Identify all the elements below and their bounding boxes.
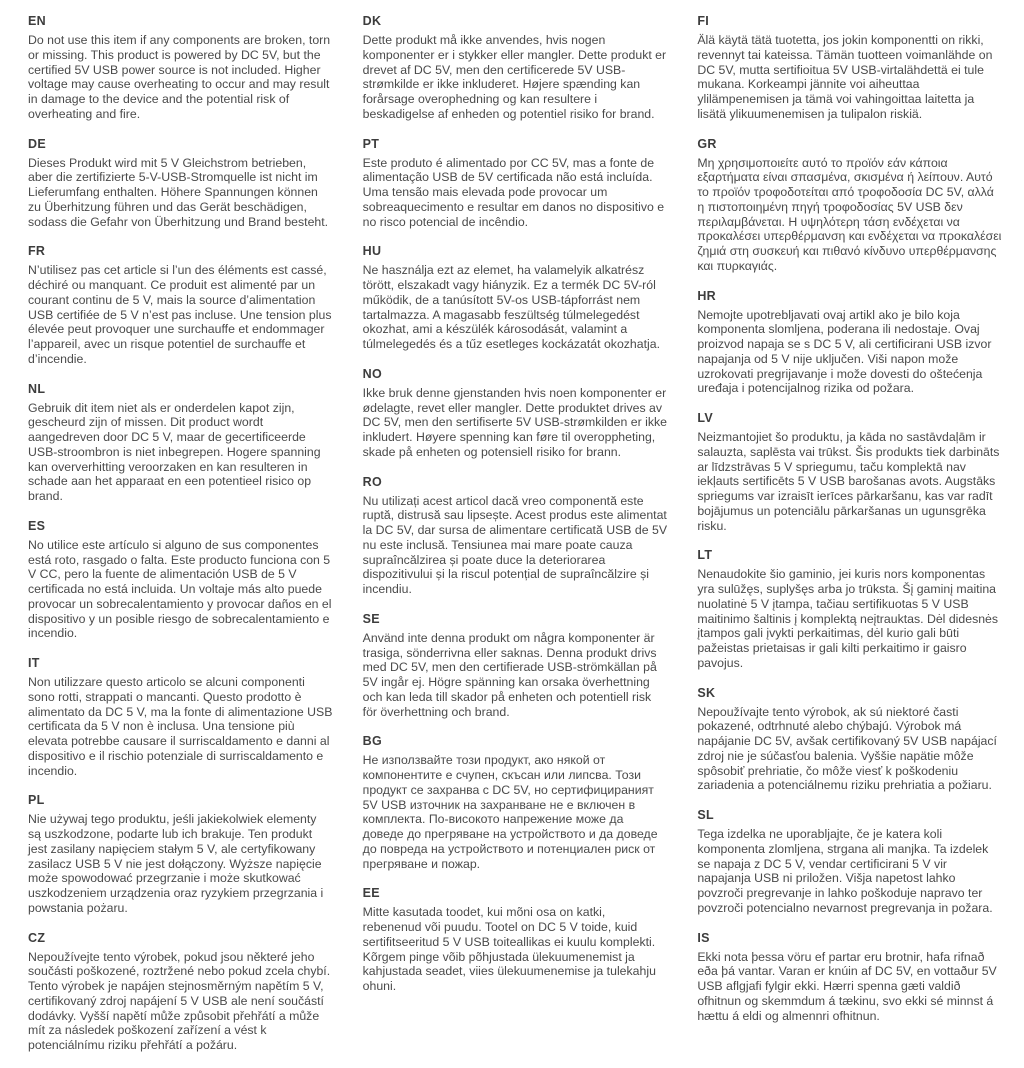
warning-text: Dieses Produkt wird mit 5 V Gleichstrom betrieben, aber die zertifizierte 5-V-USB-Stromquelle ist nicht im Lieferumfang enthalten. Höhere Spannungen können zu Überhitzung führen und das Gerät beschädigen, sodass die Gefahr von Überhitzung und Brand besteht. <box>28 155 329 229</box>
section-it <box>28 656 333 778</box>
section-en <box>28 14 333 122</box>
section-sl <box>697 808 1002 916</box>
language-code-heading: HU <box>362 244 382 259</box>
warning-text: Tega izdelka ne uporabljajte, če je katera koli komponenta zlomljena, strgana ali manjka. Ta izdelek se napaja z DC 5 V, vendar certificirani 5 V vir napajanja USB ni priložen. Višja napetost lahko povzroči pregrevanje in lahko poškoduje napravo ter povzroči potencialno nevarnost pregrevanja in požara. <box>697 827 993 915</box>
section-pt <box>363 137 668 230</box>
warning-text: Do not use this item if any components are broken, torn or missing. This product is powered by DC 5V, but the certified 5V USB power source is not included. Higher voltage may cause overheating to occur and may result in damage to the device and the potential risk of overheating and fire. <box>28 33 331 121</box>
section-no <box>363 367 668 460</box>
language-code-heading: FI <box>697 14 710 28</box>
section-bg <box>363 734 668 871</box>
section-sk <box>697 686 1002 794</box>
warning-text: Nepoužívajte tento výrobok, ak sú niektoré časti pokazené, odtrhnuté alebo chýbajú. Výrobok má napájanie DC 5V, avšak certifikovaný 5V USB napájací zdroj nie je súčasťou balenia. Vyššie napätie môže spôsobiť prehriatie, čo môže viesť k poškodeniu zariadenia a potenciálnemu riziku prehriatia a požiaru. <box>697 704 997 793</box>
language-code-heading: DE <box>28 136 46 151</box>
section-hr <box>697 289 1002 397</box>
warning-text: Nemojte upotrebljavati ovaj artikl ako je bilo koja komponenta slomljena, poderana ili nedostaje. Ovaj proizvod napaja se s DC 5 V, ali certificirani USB izvor napajanja od 5 V nije uključen. Viši napon može uzrokovati pregrijavanje i može dovesti do oštećenja uređaja i potencijalnog rizika od požara. <box>697 307 992 396</box>
warning-text: Gebruik dit item niet als er onderdelen kapot zijn, gescheurd zijn of missen. Dit product wordt aangedreven door DC 5 V, maar de gecertificeerde USB-stroombron is niet inbegrepen. Hogere spanning kan oververhitting veroorzaken en kan resulteren in schade aan het apparaat en een potentieel risico op brand. <box>28 400 321 503</box>
warning-text: Älä käytä tätä tuotetta, jos jokin komponentti on rikki, revennyt tai kateissa. Tämän tuotteen voimanlähde on DC 5V, mutta sertifioitua 5V USB-virtalähdettä ei tule mukana. Korkeampi jännite voi aiheuttaa ylilämpenemisen ja tämä voi vahingoittaa laitetta ja lisätä ylikuumenemisen ja tulipalon riskiä. <box>697 33 993 121</box>
warning-text: Nenaudokite šio gaminio, jei kuris nors komponentas yra sulūžęs, suplyšęs arba jo trūksta. Šį gaminį maitina nuolatinė 5 V įtampa, tačiau sertifikuotas 5 V USB maitinimo šaltinis į komplektą neįtrauktas. Dėl didesnės įtampos gali įvykti perkaitimas, dėl kurio gali būti pažeistas prietaisas ir gali kilti perkaitimo ir gaisro pavojus. <box>697 567 999 670</box>
column-1 <box>28 14 333 1068</box>
language-code-heading: BG <box>362 734 383 749</box>
warning-text: Nepoužívejte tento výrobek, pokud jsou některé jeho součásti poškozené, roztržené nebo pokud zcela chybí. Tento výrobek je napájen stejnosměrným napětím 5 V, certifikovaný zdroj napájení 5 V USB ale není součástí dodávky. Vyšší napětí může způsobit přehřátí a může mít za následek poškození zařízení a vést k potenciálnímu riziku přehřátí a požáru. <box>28 949 331 1052</box>
warning-text: Не използвайте този продукт, ако някой от компонентите е счупен, скъсан или липсва. Този продукт се захранва с DC 5V, но сертифицираният 5V USB източник на захранване не е включен в комплекта. По-високото напрежение може да доведе до прегряване на устройството и да доведе до повреда на устройството и потенциален риск от прегряване и пожар. <box>362 753 658 871</box>
language-code-heading: NO <box>362 366 383 381</box>
language-code-heading: LT <box>697 548 713 563</box>
language-code-heading: SE <box>362 611 380 626</box>
warning-text: Este produto é alimentado por CC 5V, mas a fonte de alimentação USB de 5V certificada não está incluída. Uma tensão mais elevada pode provocar um sobreaquecimento e resultar em danos no dispositivo e no risco potencial de incêndio. <box>362 155 665 229</box>
language-code-heading: RO <box>362 474 383 489</box>
language-code-heading: NL <box>28 381 46 396</box>
column-2 <box>363 14 668 1068</box>
section-es <box>28 519 333 641</box>
section-de <box>28 137 333 230</box>
section-is <box>697 931 1002 1024</box>
section-hu <box>363 244 668 352</box>
section-fr <box>28 244 333 366</box>
language-code-heading: FR <box>28 244 46 259</box>
column-3 <box>697 14 1002 1068</box>
warning-text: Ekki nota þessa vöru ef partar eru brotnir, hafa rifnað eða þá vantar. Varan er knúin af DC 5V, en vottaður 5V USB aflgjafi fylgir ekki. Hærri spenna gæti valdið ofhitnun og skemmdum á tækinu, svo ekki sé minnst á hættu á eldi og almennri ofhitnun. <box>697 949 997 1023</box>
section-nl <box>28 382 333 504</box>
language-code-heading: DK <box>362 14 382 28</box>
section-gr <box>697 137 1002 274</box>
warning-text: Ne használja ezt az elemet, ha valamelyik alkatrész törött, elszakadt vagy hiányzik. Ez a termék DC 5V-ról működik, de a tanúsított 5V-os USB-tápforrást nem tartalmazza. A magasabb feszültség túlmelegedést okozhat, ami a készülék károsodását, valamint a túlmelegedés és a tűz esetleges kockázatát okozhatja. <box>362 263 661 351</box>
warning-text: Nie używaj tego produktu, jeśli jakiekolwiek elementy są uszkodzone, podarte lub ich brakuje. Ten produkt jest zasilany napięciem stałym 5 V, ale certyfikowany zasilacz USB 5 V nie jest dołączony. Wyższe napięcie może spowodować przegrzanie i może skutkować uszkodzeniem urządzenia oraz ryzykiem przegrzania i powstania pożaru. <box>28 812 324 915</box>
language-code-heading: SL <box>697 808 714 822</box>
language-code-heading: ES <box>28 518 46 533</box>
section-dk <box>363 14 668 122</box>
language-code-heading: IT <box>28 656 40 670</box>
section-fi <box>697 14 1002 122</box>
language-code-heading: EN <box>28 14 46 28</box>
language-code-heading: HR <box>697 288 716 303</box>
warning-text: Dette produkt må ikke anvendes, hvis nogen komponenter er i stykker eller mangler. Dette produkt er drevet af DC 5V, men den certificerede 5V USB-strømkilde er ikke inkluderet. Højere spænding kan forårsage overophedning og kan resultere i beskadigelse af enheden og potentiel risiko for brand. <box>362 33 667 121</box>
section-lv <box>697 411 1002 533</box>
language-code-heading: IS <box>697 930 710 945</box>
warning-text: Μη χρησιμοποιείτε αυτό το προϊόν εάν κάποια εξαρτήματα είναι σπασμένα, σκισμένα ή λείπουν. Αυτό το προϊόν τροφοδοτείται από τροφοδοσία DC 5V, αλλά η πιστοποιημένη πηγή τροφοδοσίας 5V USB δεν περιλαμβάνεται. Η υψηλότερη τάση ενδέχεται να προκαλέσει υπερθέρμανση και ενδέχεται να προκαλέσει ζημιά στη συσκευή και πιθανό κίνδυνο υπερθέρμανσης και πυρκαγιάς. <box>697 155 1002 273</box>
language-code-heading: PL <box>28 793 45 808</box>
section-ro <box>363 475 668 597</box>
warning-text: Neizmantojiet šo produktu, ja kāda no sastāvdaļām ir salauzta, saplēsta vai trūkst. Šis produkts tiek darbināts ar līdzstrāvas 5 V spriegumu, taču komplektā nav iekļauts sertificēts 5 V USB barošanas avots. Augstāks spriegums var izraisīt ierīces pārkaršanu, kas var radīt bojājumus un potenciālu pārkaršanas un ugunsgrēka risku. <box>697 430 1000 533</box>
language-code-heading: GR <box>697 136 717 151</box>
warning-text: Mitte kasutada toodet, kui mõni osa on katki, rebenenud või puudu. Tootel on DC 5 V toide, kuid sertifitseeritud 5 V USB toiteallikas ei kuulu komplekti. Kõrgem pinge võib põhjustada ülekuumenemist ja kahjustada seadet, viies ülekuumenemise ja tulekahju ohuni. <box>362 905 656 993</box>
warning-text: Använd inte denna produkt om några komponenter är trasiga, sönderrivna eller saknas. Denna produkt drivs med DC 5V, men den certifierade USB-strömkällan på 5V ingår ej. Högre spänning kan orsaka överhettning och kan leda till skador på enheten och potentiell risk för överhettning och brand. <box>362 630 657 719</box>
warning-text: Non utilizzare questo articolo se alcuni componenti sono rotti, strappati o mancanti. Questo prodotto è alimentato da DC 5 V, ma la fonte di alimentazione USB certificata da 5 V non è inclusa. Una tensione più elevata potrebbe causare il surriscaldamento e danni al dispositivo e il rischio potenziale di surriscaldamento e incendio. <box>28 675 333 778</box>
language-code-heading: CZ <box>28 930 46 945</box>
section-ee <box>363 886 668 994</box>
section-pl <box>28 793 333 915</box>
language-code-heading: EE <box>362 886 380 901</box>
warning-text: N’utilisez pas cet article si l’un des éléments est cassé, déchiré ou manquant. Ce produit est alimenté par un courant continu de 5 V, mais la source d’alimentation USB certifiée de 5 V n’est pas incluse. Une tension plus élevée peut provoquer une surchauffe et endommager l’appareil, avec un risque potentiel de surchauffe et d’incendie. <box>28 263 332 366</box>
warning-text: Nu utilizați acest articol dacă vreo componentă este ruptă, distrusă sau lipsește. Acest produs este alimentat la DC 5V, dar sursa de alimentare certificată USB de 5V nu este inclusă. Tensiunea mai mare poate cauza supraîncălzirea și poate duce la deteriorarea dispozitivului și la riscul potențial de supraîncălzire și incendiu. <box>362 493 668 596</box>
language-code-heading: SK <box>697 685 716 700</box>
language-code-heading: LV <box>697 411 713 425</box>
section-se <box>363 612 668 720</box>
section-cz <box>28 931 333 1053</box>
language-code-heading: PT <box>362 136 380 151</box>
warning-text: No utilice este artículo si alguno de sus componentes está roto, rasgado o falta. Este producto funciona con 5 V CC, pero la fuente de alimentación USB de 5 V certificada no está incluida. Un voltaje más alto puede provocar un sobrecalentamiento y provocar daños en el dispositivo y un posible riesgo de sobrecalentamiento e incendio. <box>28 537 332 641</box>
warning-text: Ikke bruk denne gjenstanden hvis noen komponenter er ødelagte, revet eller mangler. Dette produktet drives av DC 5V, men den sertifiserte 5V USB-strømkilden er ikke inkludert. Høyere spenning kan føre til overoppheting, skade på enheten og potensiell risiko for brann. <box>362 385 667 459</box>
section-lt <box>697 548 1002 670</box>
